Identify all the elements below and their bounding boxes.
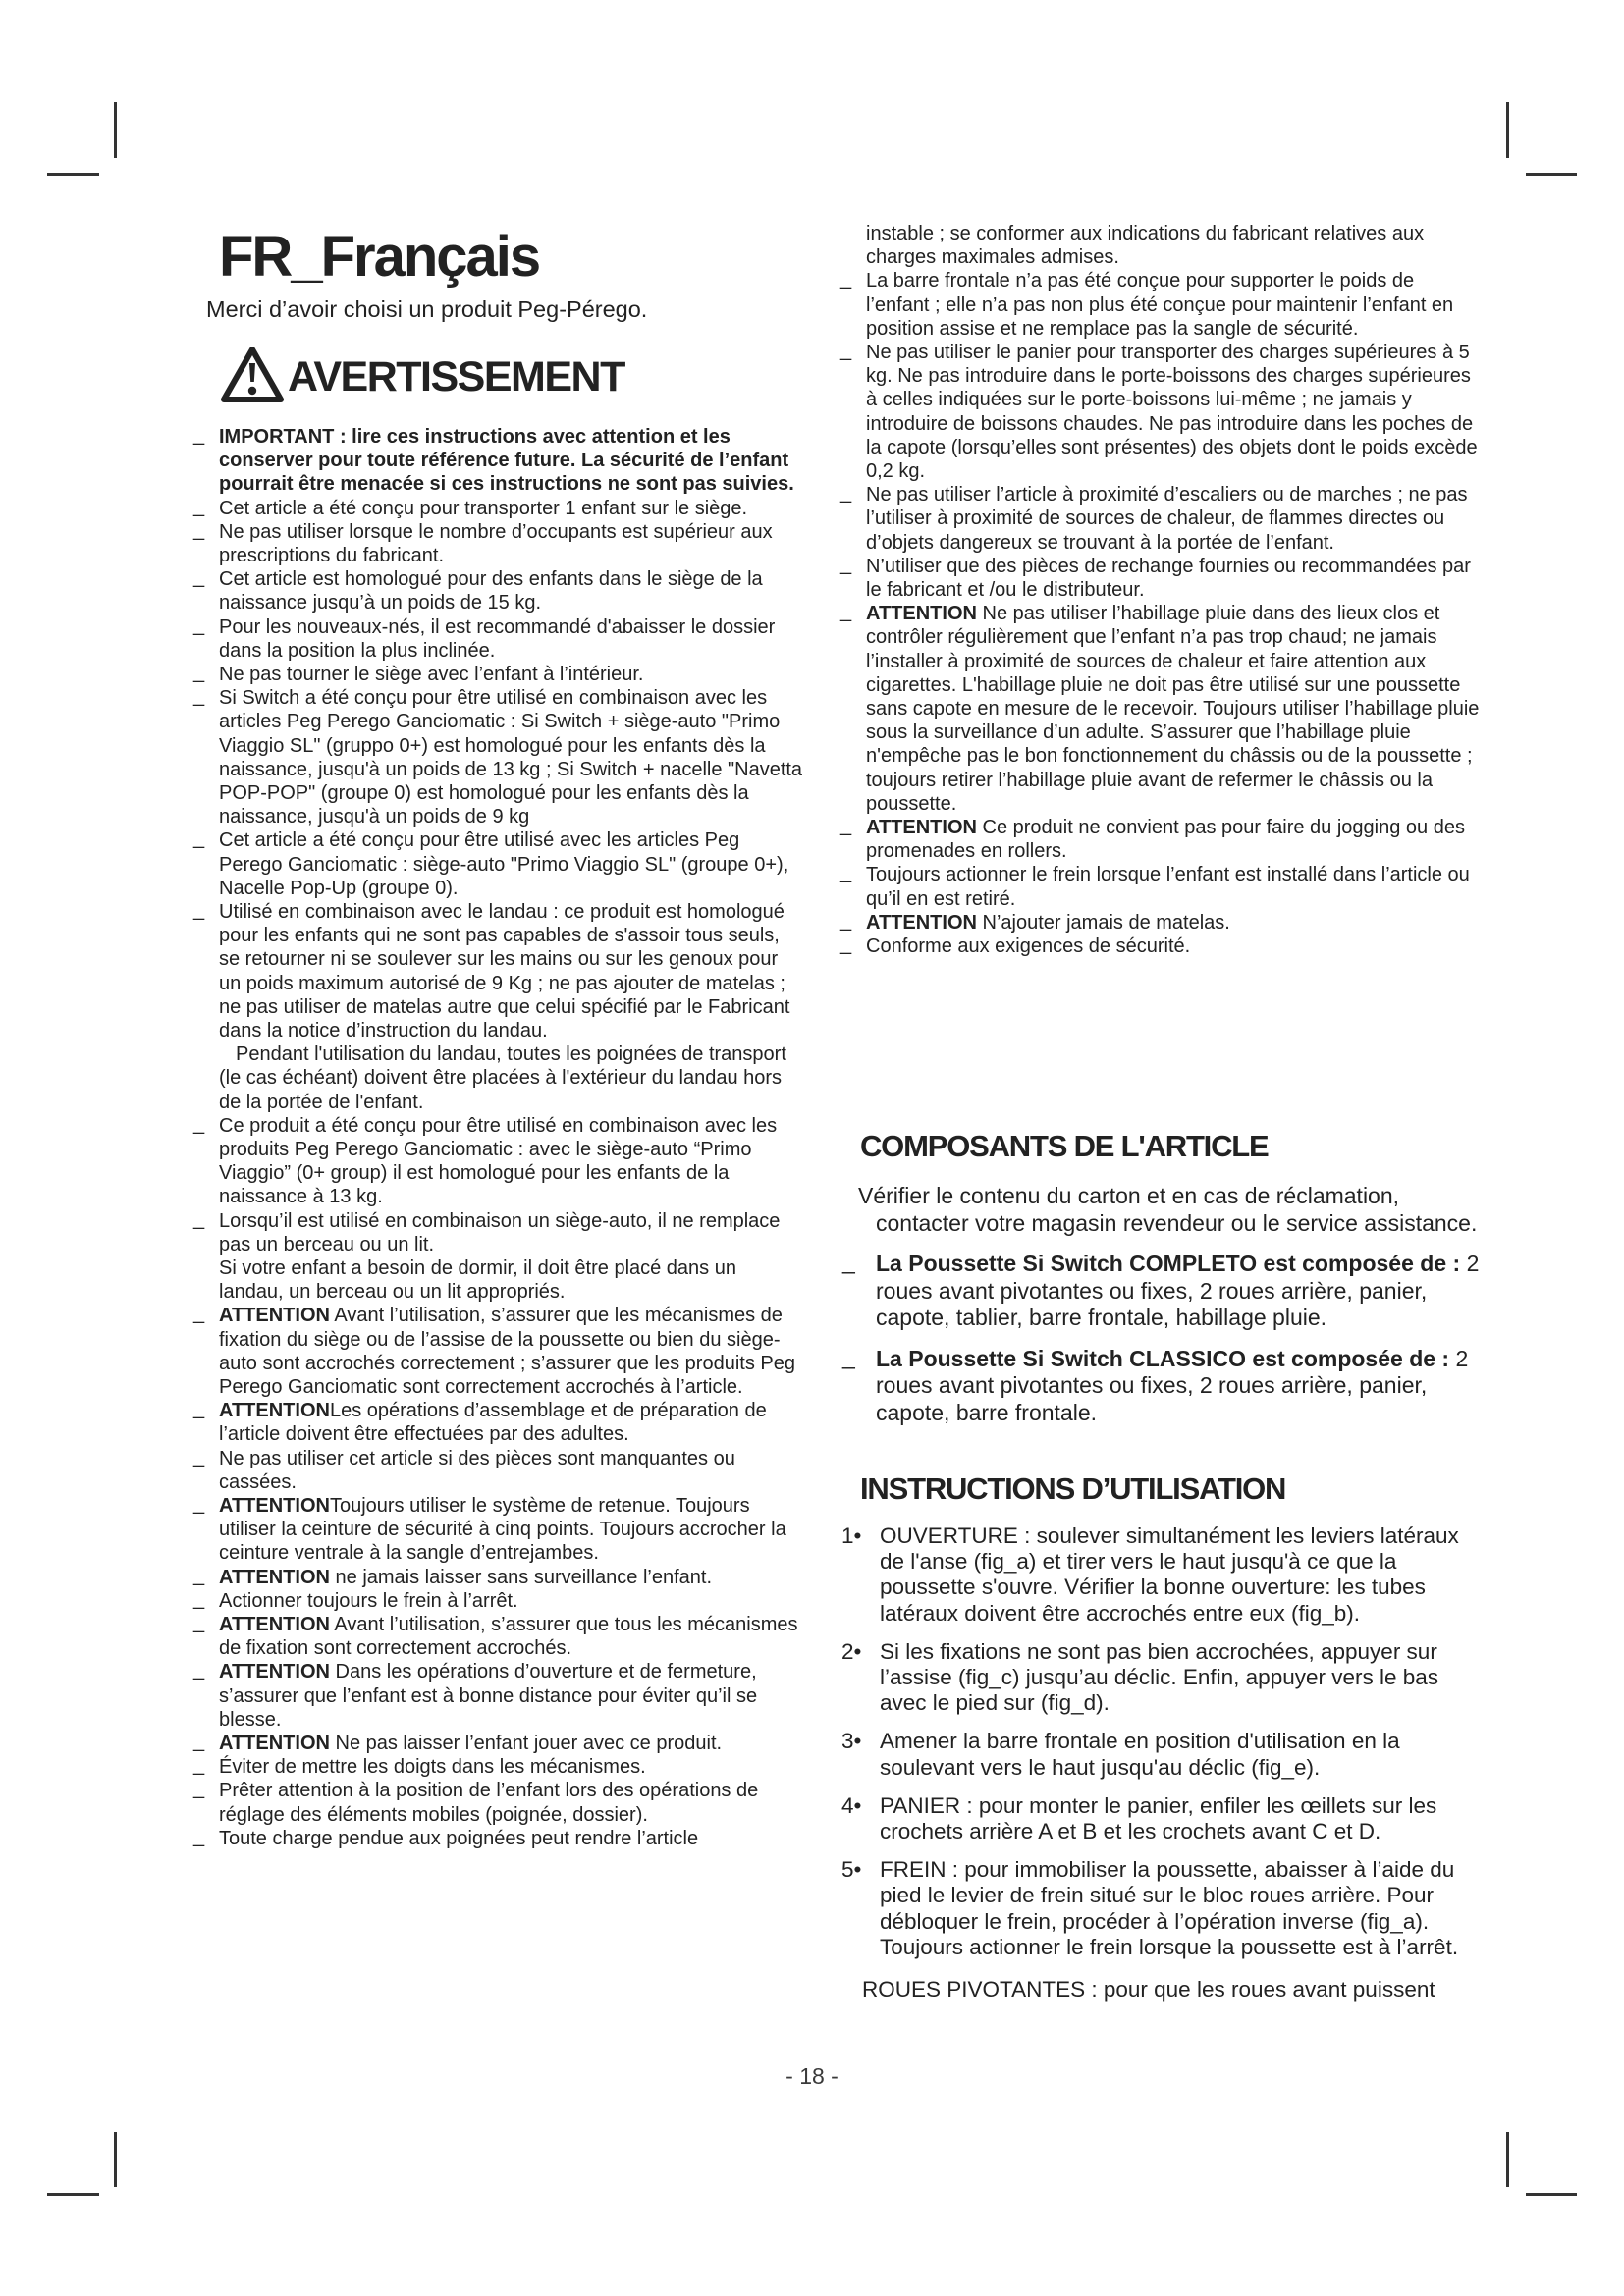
warning-item-text: Si Switch a été conçu pour être utilisé en combinaison avec les articles Peg Perego Ganciomatic : Si Switch + siège-auto "Primo Viaggio SL" (gruppo 0+) est homologué pour les enfants dès la naissance, jusqu'à un poids de 13 kg ; Si Switch + nacelle "Navetta POP-POP" (groupe 0) est homologué pour les enfants dès la naissance, jusqu'à un poids de 9 kg xyxy=(219,687,803,828)
warning-item-text: Avant l’utilisation, s’assurer que les mécanismes de fixation du siège ou de l’assise de la poussette ou bien du siège-auto sont accrochés correctement ; s’assurer que les produits Peg Perego Ganciomatic sont correctement accrochés à l’article. xyxy=(219,1305,795,1399)
warning-item-text: Toute charge pendue aux poignées peut rendre l’article xyxy=(219,1827,699,1849)
instruction-step xyxy=(840,1857,1481,1960)
warning-item-text: Dans les opérations d’ouverture et de fermeture, s’assurer que l’enfant est à bonne distance pour éviter qu’il se blesse. xyxy=(219,1661,758,1731)
warning-item-bold-text: ATTENTION xyxy=(219,1566,330,1588)
warning-item xyxy=(193,615,804,663)
warning-item xyxy=(840,269,1481,341)
crop-mark-bottom-left-vertical xyxy=(114,2132,117,2187)
warning-item-text: Ne pas utiliser lorsque le nombre d’occupants est supérieur aux prescriptions du fabricant. xyxy=(219,520,773,566)
components-item-text: 2 roues avant pivotantes ou fixes, 2 roues arrière, panier, capote, tablier, barre frontale, habillage pluie. xyxy=(876,1251,1480,1330)
warning-item-text: Cet article a été conçu pour transporter 1 enfant sur le siège. xyxy=(219,497,748,519)
warning-item-text: Ne pas utiliser le panier pour transporter des charges supérieures à 5 kg. Ne pas introduire dans le porte-boissons des charges supérieures à celles indiquées sur le porte-boissons lui-même ; ne jamais y introduire de boissons chaudes. Ne pas introduire dans les poches de la capote (lorsqu’elles sont présentes) des objets dont le poids excède 0,2 kg. xyxy=(866,342,1478,483)
components-list xyxy=(840,1251,1481,1426)
warning-item xyxy=(193,1304,804,1399)
step-number: 4• xyxy=(841,1792,862,1818)
warning-item-bold-text: ATTENTION xyxy=(866,911,977,934)
step-number: 2• xyxy=(841,1638,862,1664)
warning-item xyxy=(193,1209,804,1305)
warning-item xyxy=(193,1494,804,1566)
step-text: FREIN : pour immobiliser la poussette, abaisser à l’aide du pied le levier de frein situé sur le bloc roues arrière. Pour débloquer le frein, procéder à l’opération inverse (fig_a). Toujours actionner le frein lorsque la poussette est à l’arrêt. xyxy=(880,1857,1459,1959)
crop-mark-top-right-vertical xyxy=(1506,102,1509,158)
instructions-heading: INSTRUCTIONS D’UTILISATION xyxy=(860,1471,1286,1506)
warning-item-bold-text: ATTENTION xyxy=(219,1661,330,1683)
warning-item-text: Ne pas laisser l’enfant jouer avec ce produit. xyxy=(329,1733,723,1755)
warning-item-text: Les opérations d’assemblage et de préparation de l’article doivent être effectuées par des adultes. xyxy=(219,1400,767,1446)
warning-item xyxy=(193,1566,804,1589)
warning-item-text: Ce produit ne convient pas pour faire du jogging ou des promenades en rollers. xyxy=(866,817,1465,863)
warning-item xyxy=(840,934,1481,958)
warning-item-text: Lorsqu’il est utilisé en combinaison un siège-auto, il ne remplace pas un berceau ou un lit. xyxy=(219,1209,781,1255)
components-item-text: 2 roues avant pivotantes ou fixes, 2 roues arrière, panier, capote, barre frontale. xyxy=(876,1345,1469,1425)
warning-item-text: Toujours utiliser le système de retenue. Toujours utiliser la ceinture de sécurité à cinq points. Toujours accrocher la ceinture ventrale à la sangle d’entrejambes. xyxy=(219,1495,786,1565)
warning-item-text: La barre frontale n’a pas été conçue pour supporter le poids de l’enfant ; elle n’a pas non plus été conçue pour maintenir l’enfant en position assise et ne remplace pas la sangle de sécurité. xyxy=(866,270,1454,340)
crop-mark-top-left-horizontal xyxy=(47,173,99,176)
warning-item xyxy=(193,686,804,828)
warning-item xyxy=(840,555,1481,602)
step-text: Si les fixations ne sont pas bien accrochées, appuyer sur l’assise (fig_c) jusqu’au déclic. Enfin, appuyer vers le bas avec le pied sur (fig_d). xyxy=(880,1638,1439,1716)
crop-mark-bottom-left-horizontal xyxy=(47,2193,99,2196)
warning-item-text: Utilisé en combinaison avec le landau : ce produit est homologué pour les enfants qui ne sont pas capables de s'assoir tous seuls, se retourner ni se soulever sur les mains ou sur les genoux pour un poids maximum autorisé de 9 Kg ; ne pas ajouter de matelas ; ne pas utiliser de matelas autre que celui spécifié par le Fabricant dans la notice d’instruction du landau. xyxy=(219,900,790,1041)
warning-item xyxy=(840,863,1481,910)
warning-item xyxy=(193,497,804,520)
warning-item-text: Toujours actionner le frein lorsque l’enfant est installé dans l’article ou qu’il en est retiré. xyxy=(866,864,1470,910)
warning-item xyxy=(840,483,1481,555)
warning-item-bold-text: IMPORTANT : lire ces instructions avec attention et les conserver pour toute référence future. La sécurité de l’enfant pourrait être menacée si ces instructions ne sont pas suivies. xyxy=(219,425,794,496)
instruction-step xyxy=(840,1523,1481,1627)
instruction-step xyxy=(840,1729,1481,1780)
crop-mark-top-right-horizontal xyxy=(1526,173,1577,176)
warning-triangle-icon xyxy=(219,345,286,410)
crop-mark-bottom-right-vertical xyxy=(1506,2132,1509,2187)
components-intro: Vérifier le contenu du carton et en cas de réclamation, contacter votre magasin revendeur ou le service assistance. xyxy=(858,1183,1478,1236)
components-item xyxy=(840,1251,1481,1332)
warning-item-text: Avant l’utilisation, s’assurer que tous les mécanismes de fixation sont correctement accrochés. xyxy=(219,1614,798,1660)
right-column-sections xyxy=(840,1129,1481,2002)
crop-mark-bottom-right-horizontal xyxy=(1526,2193,1577,2196)
warning-item xyxy=(840,816,1481,863)
step-text: OUVERTURE : soulever simultanément les leviers latéraux de l'anse (fig_a) et tirer vers le haut jusqu'à ce que la poussette s'ouvre. Vérifier la bonne ouverture: les tubes latéraux doivent être accrochés entre eux (fig_b). xyxy=(880,1523,1459,1626)
warning-item xyxy=(193,1447,804,1494)
warning-item xyxy=(193,425,804,497)
warning-item-bold-text: ATTENTION xyxy=(866,817,977,839)
warning-item-bold-text: ATTENTION xyxy=(219,1305,330,1327)
warning-item xyxy=(193,1399,804,1446)
warning-item xyxy=(193,828,804,900)
warning-item-text: Pour les nouveaux-nés, il est recommandé d'abaisser le dossier dans la position la plus inclinée. xyxy=(219,615,776,662)
warning-item-text: Actionner toujours le frein à l’arrêt. xyxy=(219,1589,518,1612)
warning-item xyxy=(193,900,804,1114)
warning-item xyxy=(193,1732,804,1755)
warning-item-text: Ne pas utiliser l’article à proximité d’escaliers ou de marches ; ne pas l’utiliser à proximité de sources de chaleur, de flammes directes ou d’objets dangereux se trouvant à la portée de l’enfant. xyxy=(866,484,1468,554)
right-column-warnings xyxy=(840,222,1481,958)
components-item-bold-text: La Poussette Si Switch COMPLETO est composée de : xyxy=(876,1251,1467,1276)
warning-item xyxy=(193,1660,804,1732)
warning-header xyxy=(219,345,804,410)
warning-item-text: Conforme aux exigences de sécurité. xyxy=(866,935,1191,958)
warning-item-bold-text: ATTENTION xyxy=(219,1400,330,1422)
crop-mark-top-left-vertical xyxy=(114,102,117,158)
warning-item-text: Cet article a été conçu pour être utilisé avec les articles Peg Perego Ganciomatic : siège-auto "Primo Viaggio SL" (groupe 0+), Nacelle Pop-Up (groupe 0). xyxy=(219,829,789,899)
components-item-bold-text: La Poussette Si Switch CLASSICO est composée de : xyxy=(876,1345,1456,1371)
warning-item-bold-text: ATTENTION xyxy=(866,603,977,625)
warning-item xyxy=(840,911,1481,934)
warning-item-second-paragraph: Pendant l'utilisation du landau, toutes les poignées de transport (le cas échéant) doivent être placées à l'extérieur du landau hors de la portée de l'enfant. xyxy=(219,1043,786,1113)
step-number: 5• xyxy=(841,1857,862,1883)
warning-item xyxy=(193,567,804,614)
warning-item xyxy=(193,1589,804,1613)
warning-item xyxy=(193,520,804,567)
warning-item-text: Cet article est homologué pour des enfants dans le siège de la naissance jusqu’à un poids de 15 kg. xyxy=(219,568,763,614)
warning-item-second-paragraph: Si votre enfant a besoin de dormir, il doit être placé dans un landau, un berceau ou un lit appropriés. xyxy=(219,1257,736,1304)
step-number: 3• xyxy=(841,1729,862,1754)
page-subtitle: Merci d’avoir choisi un produit Peg-Pérego. xyxy=(206,295,648,322)
components-heading: COMPOSANTS DE L'ARTICLE xyxy=(860,1129,1269,1163)
warning-item xyxy=(840,222,1481,269)
warning-item xyxy=(193,1114,804,1209)
instructions-steps xyxy=(840,1523,1481,2002)
instruction-step xyxy=(840,1793,1481,1844)
warning-item-text: Éviter de mettre les doigts dans les mécanismes. xyxy=(219,1756,646,1779)
warning-item xyxy=(193,1779,804,1826)
warning-item-text: N’ajouter jamais de matelas. xyxy=(976,911,1230,934)
warning-item-text: Ce produit a été conçu pour être utilisé en combinaison avec les produits Peg Perego Ganciomatic : avec le siège-auto “Primo Viaggio” (0+ group) il est homologué pour les enfants de la naissance à 13 kg. xyxy=(219,1114,778,1208)
warning-item-text: Ne pas utiliser l’habillage pluie dans des lieux clos et contrôler régulièrement que l’enfant n’a pas trop chaud; ne jamais l’installer à proximité de sources de chaleur et faire attention aux cigarettes. L'habillage pluie ne doit pas être utilisé sur une poussette sans capote en mesure de le recevoir. Toujours utiliser l’habillage pluie sous la surveillance d’un adulte. S’assurer que l’habillage pluie n'empêche pas le bon fonctionnement du châssis ou de la poussette ; toujours retirer l’habillage pluie avant de refermer le châssis ou la poussette. xyxy=(866,603,1480,815)
warning-list-right xyxy=(840,222,1481,958)
components-item xyxy=(840,1346,1481,1427)
warning-list-left xyxy=(193,425,804,1850)
left-column xyxy=(193,225,804,1850)
warning-item-text: Ne pas tourner le siège avec l’enfant à l’intérieur. xyxy=(219,663,644,685)
warning-item-text: Ne pas utiliser cet article si des pièces sont manquantes ou cassées. xyxy=(219,1447,735,1493)
warning-heading: AVERTISSEMENT xyxy=(288,352,624,400)
warning-item-text: N’utiliser que des pièces de rechange fournies ou recommandées par le fabricant et /ou le distributeur. xyxy=(866,555,1471,602)
warning-item-bold-text: ATTENTION xyxy=(219,1495,330,1518)
warning-item-text: instable ; se conformer aux indications du fabricant relatives aux charges maximales admises. xyxy=(866,223,1425,269)
step-number: 1• xyxy=(841,1523,862,1548)
warning-item xyxy=(840,602,1481,816)
warning-item xyxy=(840,341,1481,483)
warning-item-text: ne jamais laisser sans surveillance l’enfant. xyxy=(329,1566,713,1588)
page-title: FR_Français xyxy=(219,225,540,289)
step-text: ROUES PIVOTANTES : pour que les roues avant puissent xyxy=(862,1977,1435,2002)
step-text: PANIER : pour monter le panier, enfiler les œillets sur les crochets arrière A et B et les crochets avant C et D. xyxy=(880,1792,1437,1844)
warning-item xyxy=(193,1827,804,1850)
step-text: Amener la barre frontale en position d'utilisation en la soulevant vers le haut jusqu'au déclic (fig_e). xyxy=(880,1729,1400,1780)
warning-item-bold-text: ATTENTION xyxy=(219,1614,330,1636)
warning-item xyxy=(193,663,804,686)
instruction-step xyxy=(840,1639,1481,1717)
page-number: - 18 - xyxy=(785,2063,839,2089)
warning-item-bold-text: ATTENTION xyxy=(219,1733,330,1755)
warning-item-text: Prêter attention à la position de l’enfant lors des opérations de réglage des éléments mobiles (poignée, dossier). xyxy=(219,1780,759,1826)
warning-item xyxy=(193,1755,804,1779)
instruction-step xyxy=(840,1977,1481,2002)
warning-item xyxy=(193,1613,804,1660)
